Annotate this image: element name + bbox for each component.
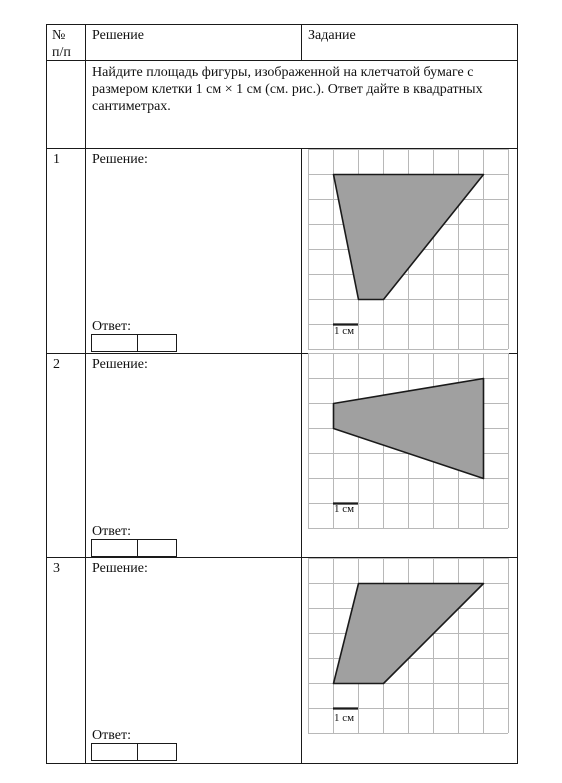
table-border-left	[46, 24, 47, 764]
header-num: № п/п	[52, 28, 71, 60]
row-1-answer-label: Ответ:	[92, 319, 131, 334]
row-2-number: 2	[53, 357, 60, 372]
table-border-right	[517, 24, 518, 764]
row-3-figure	[308, 558, 509, 734]
col-divider-2	[301, 148, 302, 764]
row-3-scale-label: 1 см	[334, 712, 355, 724]
table-border-bottom	[46, 763, 518, 764]
row-3-number: 3	[53, 561, 60, 576]
table-border-top	[46, 24, 518, 25]
col-divider-2-top	[301, 24, 302, 60]
row-2-answer-label: Ответ:	[92, 524, 131, 539]
col-divider-1	[85, 24, 86, 764]
row-3-answer-cell-1[interactable]	[91, 743, 138, 761]
row-3-answer-cell-2[interactable]	[137, 743, 177, 761]
row-3-solution-label: Решение:	[92, 561, 148, 576]
row-3-answer-label: Ответ:	[92, 728, 131, 743]
row-1-answer-cell-2[interactable]	[137, 334, 177, 352]
row-1-solution-label: Решение:	[92, 152, 148, 167]
header-task: Задание	[308, 28, 356, 43]
row-2-scale-label: 1 см	[334, 503, 355, 515]
task-instruction: Найдите площадь фигуры, изображенной на клетчатой бумаге с размером клетки 1 см × 1 см (см. рис.). Ответ дайте в квадратных сантиметрах.	[92, 65, 483, 114]
row-divider-1	[46, 60, 518, 61]
row-1-answer-cell-1[interactable]	[91, 334, 138, 352]
row-2-answer-cell-2[interactable]	[137, 539, 177, 557]
row-1-scale-label: 1 см	[334, 325, 355, 337]
row-1-number: 1	[53, 152, 60, 167]
header-solution: Решение	[92, 28, 145, 43]
row-2-answer-cell-1[interactable]	[91, 539, 138, 557]
row-1-figure	[308, 149, 509, 350]
row-2-solution-label: Решение:	[92, 357, 148, 372]
